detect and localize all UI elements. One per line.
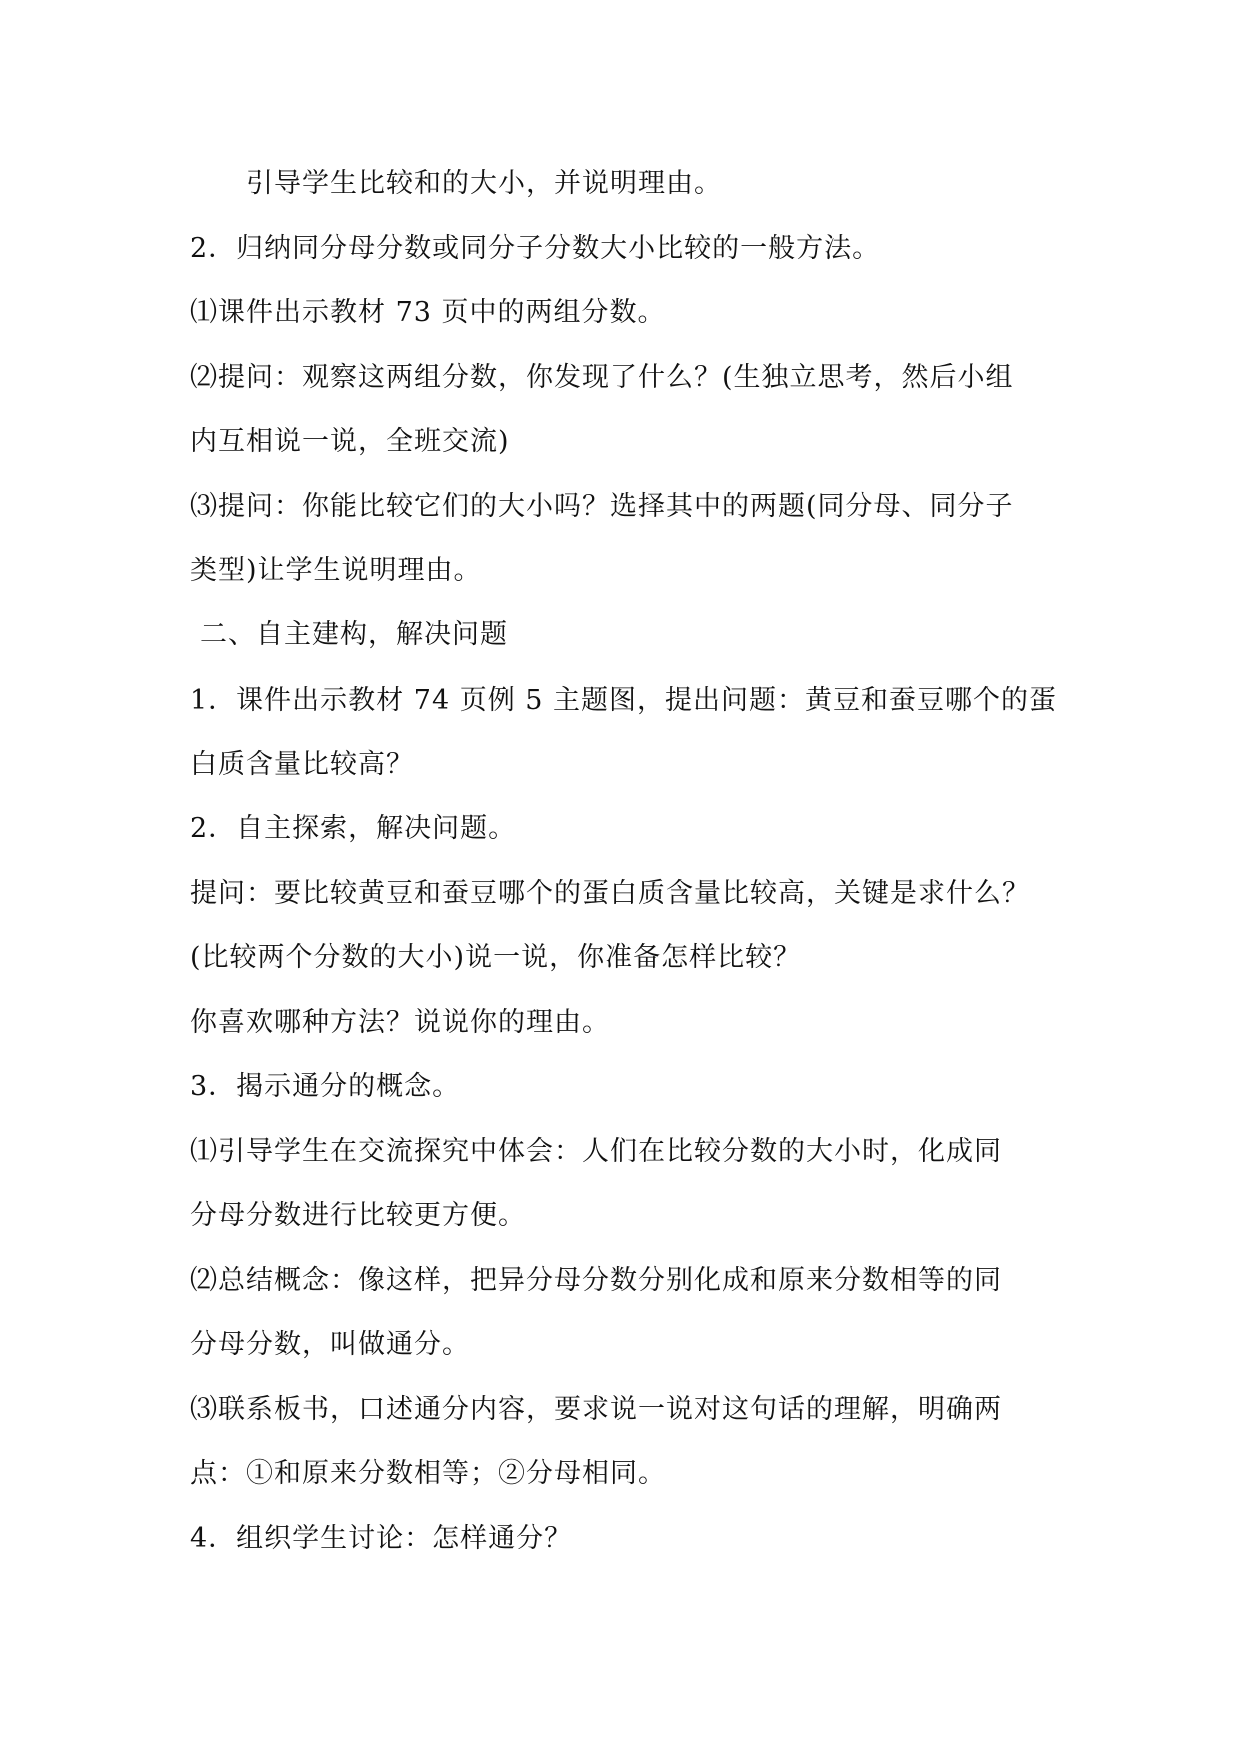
text-line-5: 内互相说一说，全班交流) [190,426,510,457]
text-line-11: 2．自主探索，解决问题。 [190,813,517,844]
text-line-14: 你喜欢哪种方法？说说你的理由。 [190,1007,610,1038]
text-line-18: ⑵总结概念：像这样，把异分母分数分别化成和原来分数相等的同 [190,1265,1002,1296]
text-line-19: 分母分数，叫做通分。 [190,1329,470,1360]
text-line-3: ⑴课件出示教材 73 页中的两组分数。 [190,297,666,328]
text-line-6: ⑶提问：你能比较它们的大小吗？选择其中的两题(同分母、同分子 [190,491,1014,522]
text-line-12: 提问：要比较黄豆和蚕豆哪个的蛋白质含量比较高，关键是求什么？ [190,878,1030,909]
text-line-13: (比较两个分数的大小)说一说，你准备怎样比较？ [190,942,802,973]
text-line-9: 1．课件出示教材 74 页例 5 主题图，提出问题：黄豆和蚕豆哪个的蛋 [190,685,1058,716]
text-line-22: 4．组织学生讨论：怎样通分？ [190,1523,573,1554]
text-line-16: ⑴引导学生在交流探究中体会：人们在比较分数的大小时，化成同 [190,1136,1002,1167]
section-heading: 二、自主建构，解决问题 [200,619,508,650]
text-line-21: 点：①和原来分数相等；②分母相同。 [190,1458,666,1489]
text-line-7: 类型)让学生说明理由。 [190,555,482,586]
text-line-4: ⑵提问：观察这两组分数，你发现了什么？(生独立思考，然后小组 [190,362,1014,393]
text-line-17: 分母分数进行比较更方便。 [190,1200,526,1231]
text-line-15: 3．揭示通分的概念。 [190,1071,461,1102]
text-line-1: 引导学生比较和的大小，并说明理由。 [246,168,722,199]
text-line-10: 白质含量比较高？ [190,749,414,780]
text-line-2: 2．归纳同分母分数或同分子分数大小比较的一般方法。 [190,233,881,264]
text-line-20: ⑶联系板书，口述通分内容，要求说一说对这句话的理解，明确两 [190,1394,1002,1425]
